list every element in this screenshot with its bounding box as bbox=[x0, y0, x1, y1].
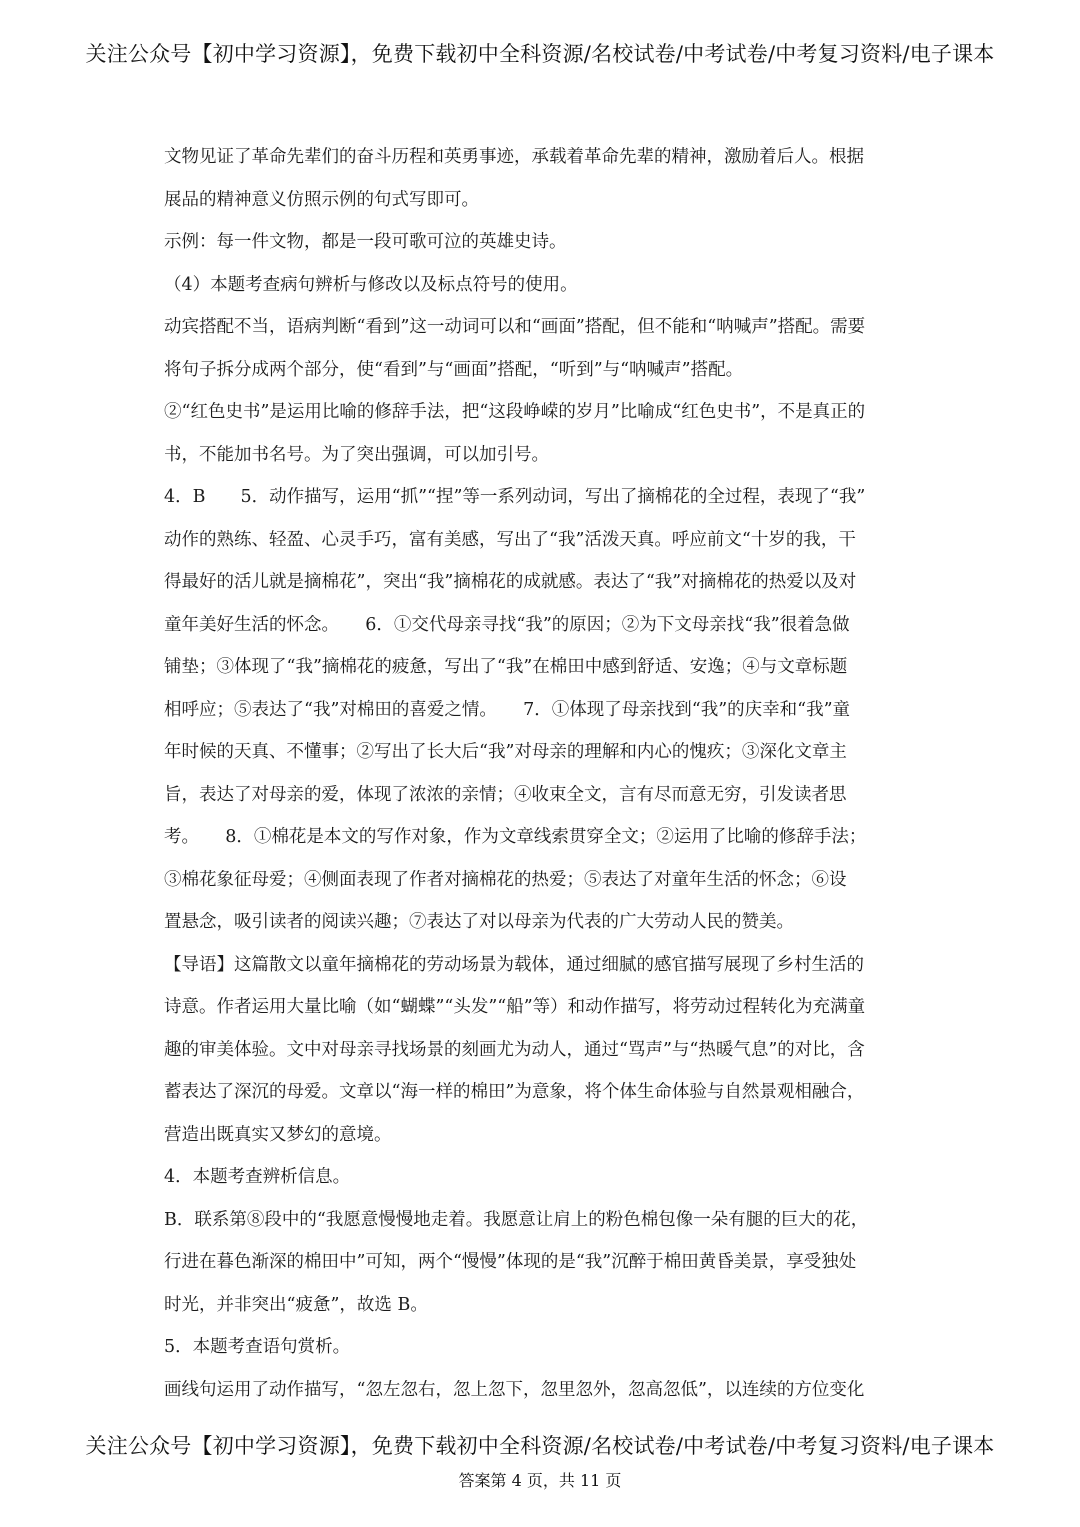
text-line: 将句子拆分成两个部分，使“看到”与“画面”搭配，“听到”与“呐喊声”搭配。 bbox=[164, 359, 744, 380]
text-line: 铺垫；③体现了“我”摘棉花的疲惫，写出了“我”在棉田中感到舒适、安逸；④与文章标题 bbox=[164, 657, 848, 677]
text-line: 动作的熟练、轻盈、心灵手巧，富有美感，写出了“我”活泼天真。呼应前文“十岁的我，干 bbox=[164, 529, 856, 550]
text-line: 趣的审美体验。文中对母亲寻找场景的刻画尤为动人，通过“骂声”与“热暖气息”的对比，含 bbox=[164, 1039, 865, 1060]
text-line: 4．本题考查辨析信息。 bbox=[164, 1167, 351, 1187]
text-line: 考。 8．①棉花是本文的写作对象，作为文章线索贯穿全文；②运用了比喻的修辞手法； bbox=[164, 827, 867, 847]
text-line: 年时候的天真、不懂事；②写出了长大后“我”对母亲的理解和内心的愧疚；③深化文章主 bbox=[164, 742, 847, 762]
text-line: 得最好的活儿就是摘棉花”，突出“我”摘棉花的成就感。表达了“我”对摘棉花的热爱以及对 bbox=[164, 572, 857, 592]
text-line: 【导语】这篇散文以童年摘棉花的劳动场景为载体，通过细腻的感官描写展现了乡村生活的 bbox=[164, 954, 864, 975]
text-line: ②“红色史书”是运用比喻的修辞手法，把“这段峥嵘的岁月”比喻成“红色史书”，不是真正的 bbox=[164, 402, 866, 422]
footer-banner: 关注公众号【初中学习资源】，免费下载初中全科资源/名校试卷/中考试卷/中考复习资料/电子课本 bbox=[85, 1434, 995, 1458]
text-line: 动宾搭配不当，语病判断“看到”这一动词可以和“画面”搭配，但不能和“呐喊声”搭配。需要 bbox=[164, 317, 866, 337]
page-number: 答案第 4 页，共 11 页 bbox=[458, 1471, 622, 1490]
text-line: （4）本题考查病句辨析与修改以及标点符号的使用。 bbox=[164, 274, 578, 295]
text-line: 文物见证了革命先辈们的奋斗历程和英勇事迹，承载着革命先辈的精神，激励着后人。根据 bbox=[164, 147, 864, 167]
text-line: 诗意。作者运用大量比喻（如“蝴蝶”“头发”“船”等）和动作描写，将劳动过程转化为充满童 bbox=[164, 997, 866, 1017]
text-line: 相呼应；⑤表达了“我”对棉田的喜爱之情。 7．①体现了母亲找到“我”的庆幸和“我”童 bbox=[164, 699, 851, 720]
text-line: 童年美好生活的怀念。 6．①交代母亲寻找“我”的原因；②为下文母亲找“我”很着急做 bbox=[164, 614, 850, 635]
text-line: ③棉花象征母爱；④侧面表现了作者对摘棉花的热爱；⑤表达了对童年生活的怀念；⑥设 bbox=[164, 869, 847, 890]
header-banner: 关注公众号【初中学习资源】，免费下载初中全科资源/名校试卷/中考试卷/中考复习资料/电子课本 bbox=[85, 42, 995, 66]
answer-text-body bbox=[164, 136, 934, 1411]
text-line: 5．本题考查语句赏析。 bbox=[164, 1337, 351, 1357]
text-line: 4．B 5．动作描写，运用“抓”“捏”等一系列动词，写出了摘棉花的全过程，表现了“我” bbox=[164, 487, 866, 507]
text-line: 置悬念，吸引读者的阅读兴趣；⑦表达了对以母亲为代表的广大劳动人民的赞美。 bbox=[164, 912, 794, 932]
text-line: 画线句运用了动作描写，“忽左忽右，忽上忽下，忽里忽外，忽高忽低”，以连续的方位变化 bbox=[164, 1379, 865, 1400]
text-line: 时光，并非突出“疲惫”，故选 B。 bbox=[164, 1294, 428, 1315]
text-line: B．联系第⑧段中的“我愿意慢慢地走着。我愿意让肩上的粉色棉包像一朵有腿的巨大的花， bbox=[164, 1209, 869, 1230]
text-line: 展品的精神意义仿照示例的句式写即可。 bbox=[164, 189, 479, 210]
text-line: 营造出既真实又梦幻的意境。 bbox=[164, 1124, 392, 1145]
text-line: 示例：每一件文物，都是一段可歌可泣的英雄史诗。 bbox=[164, 232, 567, 252]
text-line: 蓄表达了深沉的母爱。文章以“海一样的棉田”为意象，将个体生命体验与自然景观相融合， bbox=[164, 1082, 865, 1102]
text-line: 书，不能加书名号。为了突出强调，可以加引号。 bbox=[164, 444, 549, 465]
text-line: 行进在暮色渐深的棉田中”可知，两个“慢慢”体现的是“我”沉醉于棉田黄昏美景，享受独处 bbox=[164, 1252, 857, 1272]
text-line: 旨，表达了对母亲的爱，体现了浓浓的亲情；④收束全文，言有尽而意无穷，引发读者思 bbox=[164, 784, 847, 805]
